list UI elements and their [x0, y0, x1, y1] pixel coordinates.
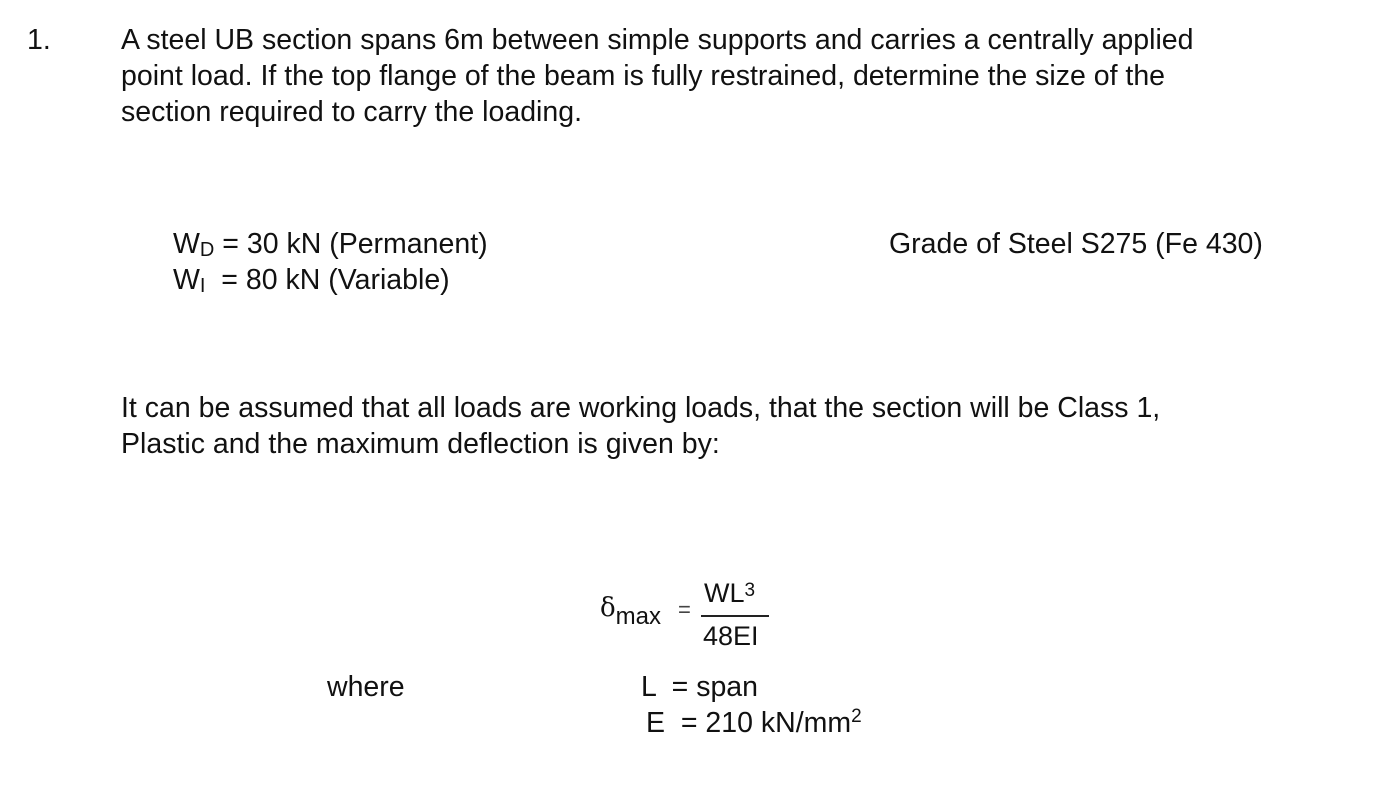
formula-lhs	[600, 592, 661, 630]
load-subscript: D	[199, 239, 215, 261]
question-line: A steel UB section spans 6m between simple supports and carries a centrally applied	[121, 24, 1194, 56]
definition-modulus	[646, 705, 862, 745]
load-value: = 30 kN (Permanent)	[214, 228, 488, 260]
imposed-load	[173, 262, 450, 301]
definition-power: 2	[851, 706, 862, 727]
numerator-power: 3	[744, 580, 756, 601]
delta-symbol: δ	[600, 593, 616, 623]
definition-text: L = span	[641, 671, 758, 703]
formula-denominator: 48EI	[703, 621, 759, 651]
formula-equals: =	[678, 597, 691, 622]
definition-text: E = 210 kN/mm	[646, 707, 852, 739]
load-symbol: W	[173, 228, 200, 260]
where-label: where	[327, 671, 405, 703]
definition-span	[641, 669, 758, 705]
numerator-text: WL	[704, 578, 745, 608]
dead-load	[173, 226, 488, 265]
question-line: section required to carry the loading.	[121, 96, 583, 128]
question-number: 1.	[27, 24, 51, 56]
question-line: point load. If the top flange of the beam is fully restrained, determine the size of the	[121, 60, 1166, 92]
steel-grade: Grade of Steel S275 (Fe 430)	[889, 228, 1263, 260]
assumption-line: It can be assumed that all loads are working loads, that the section will be Class 1,	[121, 392, 1161, 424]
delta-subscript: max	[615, 603, 661, 630]
assumption-line: Plastic and the maximum deflection is given by:	[121, 428, 720, 460]
load-symbol: W	[173, 264, 200, 296]
formula-numerator	[704, 576, 755, 614]
load-subscript: I	[199, 275, 206, 297]
load-value: = 80 kN (Variable)	[205, 264, 450, 296]
fraction-bar	[701, 615, 769, 617]
